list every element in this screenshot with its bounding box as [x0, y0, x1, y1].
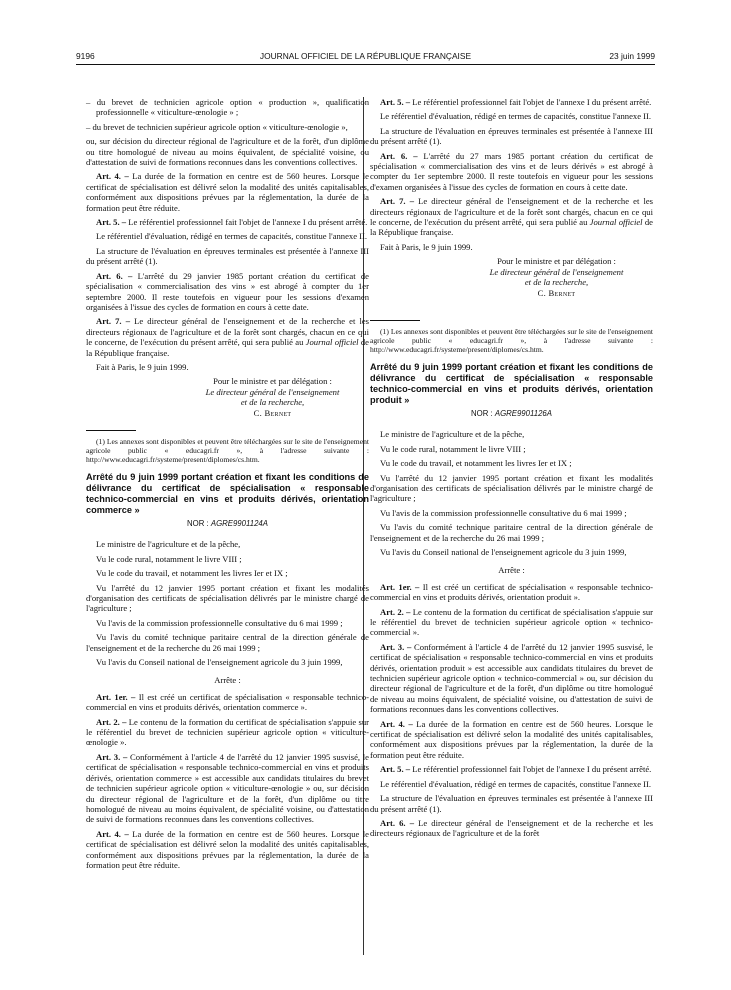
- preamble: Vu l'avis de la commission professionnelle consultative du 6 mai 1999 ;: [96, 617, 343, 628]
- signatory-name: C. Bernet: [537, 287, 576, 298]
- nor-code: AGRE9901124A: [210, 518, 268, 528]
- preamble: Vu le code du travail, et notamment les livres Ier et IX ;: [96, 568, 288, 579]
- preamble: Vu le code du travail, et notamment les livres Ier et IX ;: [380, 458, 572, 469]
- article-text: Le contenu de la formation du certificat de spécialisation s'appuie sur le référentiel du brevet de technicien supérieur agricole option « viticulture-œnologie ».: [86, 716, 369, 748]
- preamble: Vu l'avis du comité technique paritaire central de la direction générale de l'enseignement et de la recherche du 26 mai 1999 ;: [370, 522, 653, 543]
- article-label: Art. 3. –: [380, 641, 412, 652]
- article-3: [86, 752, 369, 825]
- article-6: [370, 151, 653, 193]
- article-label: Art. 6. –: [96, 270, 133, 281]
- article-4: [86, 171, 369, 213]
- article-label: Art. 3. –: [96, 751, 128, 762]
- decree-title: Arrêté du 9 juin 1999 portant création et fixant les conditions de délivrance du certificat de spécialisation « responsable technico-commercial en vins et produits dérivés, orientation produit »: [370, 361, 653, 405]
- article-text: Le référentiel professionnel fait l'objet de l'annexe I du présent arrêté.: [410, 97, 652, 107]
- page-number: 9196: [76, 51, 95, 61]
- article-2: [370, 607, 653, 638]
- preamble: Le ministre de l'agriculture et de la pêche,: [380, 429, 525, 440]
- header-rule: [76, 64, 655, 65]
- article-label: Art. 2. –: [380, 606, 411, 617]
- journal-ref: Journal officiel: [305, 337, 359, 348]
- article-1: [86, 692, 369, 713]
- paragraph: La structure de l'évaluation en épreuves terminales est présentée à l'annexe III du présent arrêté (1).: [370, 793, 653, 814]
- article-text: de la République française.: [370, 217, 653, 238]
- signing-place-date: Fait à Paris, le 9 juin 1999.: [380, 241, 473, 252]
- article-6: [370, 818, 653, 839]
- article-text: Conformément à l'article 4 de l'arrêté du 12 janvier 1995 susvisé, le certificat de spécialisation « responsable technico-commercial en vins et produits dérivés, orientation commerce » est accessible aux candidats titulaires du brevet de technicien supérieur agricole option « viticulture-œnologie » ou, sur décision du directeur régional de l'agriculture et de la forêt, d'un diplôme ou titre homologué de niveau au moins équivalent, de spécialité voisine, ou d'attestation de suivi de formations reconnues dans les conventions collectives.: [86, 751, 369, 825]
- nor-reference: [370, 409, 653, 419]
- preamble: Vu l'avis du comité technique paritaire central de la direction générale de l'enseignement et de la recherche du 26 mai 1999 ;: [86, 632, 369, 653]
- paragraph: Le référentiel d'évaluation, rédigé en termes de capacités, constitue l'annexe II.: [96, 231, 368, 242]
- article-3: [370, 642, 653, 715]
- footnote: (1) Les annexes sont disponibles et peuvent être téléchargées sur le site de l'enseignement agricole public « educagri.fr », à l'adresse suivante : http://www.educagri.fr/systeme/present/diplomes/cs.htm.: [370, 326, 653, 354]
- article-label: Art. 5. –: [96, 217, 127, 228]
- nor-code: AGRE9901126A: [494, 408, 552, 418]
- paragraph: Le référentiel d'évaluation, rédigé en termes de capacités, constitue l'annexe II.: [380, 778, 652, 789]
- article-text: La durée de la formation en centre est de 560 heures. Lorsque le certificat de spécialisation est délivré selon la modalité des unités capitalisables, conformément aux dispositions prévues par la réglementation, la durée de la formation peut être réduite.: [86, 828, 369, 870]
- signing-place-date: Fait à Paris, le 9 juin 1999.: [96, 361, 189, 372]
- article-2: [86, 717, 369, 748]
- issue-date: 23 juin 1999: [609, 51, 655, 61]
- article-label: Art. 7. –: [380, 196, 414, 207]
- paragraph: La structure de l'évaluation en épreuves terminales est présentée à l'annexe III du présent arrêté (1).: [370, 125, 653, 147]
- article-7: [370, 196, 653, 238]
- article-label: Art. 6. –: [380, 150, 418, 161]
- decree-title: Arrêté du 9 juin 1999 portant création et fixant les conditions de délivrance du certificat de spécialisation « responsable technico-commercial en vins et produits dérivés, orientation commerce »: [86, 471, 369, 515]
- article-text: Le directeur général de l'enseignement et de la recherche et les directeurs régionaux de l'agriculture et de la forêt: [370, 817, 654, 839]
- article-5: [86, 217, 369, 227]
- article-text: Le référentiel professionnel fait l'objet de l'annexe I du présent arrêté.: [410, 764, 652, 775]
- article-text: La durée de la formation en centre est de 560 heures. Lorsque le certificat de spécialisation est délivré selon la modalité des unités capitalisables, conformément aux dispositions prévues par la réglementation, la durée de la formation peut être réduite.: [86, 171, 369, 213]
- list-item: – du brevet de technicien supérieur agricole option « viticulture-œnologie »,: [86, 121, 348, 132]
- signature-title: et de la recherche,: [524, 277, 589, 288]
- preamble: Vu le code rural, notamment le livre VIII ;: [96, 553, 242, 564]
- article-text: Le référentiel professionnel fait l'objet de l'annexe I du présent arrêté.: [126, 217, 368, 228]
- article-label: Art. 7. –: [96, 316, 130, 327]
- article-label: Art. 4. –: [96, 828, 129, 839]
- article-text: Le directeur général de l'enseignement et de la recherche et les directeurs régionaux de l'agriculture et de la forêt sont chargés, chacun en ce qui le concerne, de l'exécution du présent arrêté, qui sera publié au: [370, 196, 654, 228]
- article-4: [370, 719, 653, 761]
- list-item: – du brevet de technicien agricole option « production », qualification professionnelle « viticulture-œnologie » ;: [86, 97, 369, 118]
- right-column: [370, 97, 653, 843]
- article-text: L'arrêté du 27 mars 1985 portant création du certificat de spécialisation « commercialisation des vins et de leurs dérivés » est abrogé à compter du 1er septembre 2000. Il reste toutefois en vigueur pour les sessions d'examen organisées à l'issue des cycles de formation en cours à cette date.: [370, 150, 653, 192]
- preamble: Le ministre de l'agriculture et de la pêche,: [96, 539, 241, 550]
- signature-title: Le directeur général de l'enseignement: [489, 266, 624, 277]
- article-text: L'arrêté du 29 janvier 1985 portant création du certificat de spécialisation « commercialisation des vins » est abrogé à compter du 1er septembre 2000. Il reste toutefois en vigueur pour les sessions d'examen organisées à l'issue des cycles de formation en cours à cette date.: [86, 270, 369, 312]
- journal-title: JOURNAL OFFICIEL DE LA RÉPUBLIQUE FRANÇAISE: [259, 51, 472, 61]
- page-header: [76, 51, 655, 63]
- footnote-rule: [86, 430, 136, 431]
- article-text: La durée de la formation en centre est de 560 heures. Lorsque le certificat de spécialisation est délivré selon la modalité des unités capitalisables, conformément aux dispositions prévues par la réglementation, la durée de la formation peut être réduite.: [370, 718, 653, 760]
- paragraph: La structure de l'évaluation en épreuves terminales est présentée à l'annexe III du présent arrêté (1).: [86, 245, 369, 267]
- article-4: [86, 829, 369, 871]
- article-text: Le directeur général de l'enseignement et de la recherche et les directeurs régionaux de l'agriculture et de la forêt sont chargés, chacun en ce qui le concerne, de l'exécution du présent arrêté, qui sera publié au: [86, 316, 370, 348]
- nor-label: NOR :: [187, 518, 211, 528]
- article-label: Art. 1er. –: [96, 691, 136, 702]
- preamble: Vu l'avis de la commission professionnelle consultative du 6 mai 1999 ;: [380, 507, 627, 518]
- article-text: de la République française.: [86, 337, 369, 358]
- article-label: Art. 6. –: [380, 817, 414, 828]
- preamble: Vu le code rural, notamment le livre VIII ;: [380, 443, 526, 454]
- signature-line: Pour le ministre et par délégation :: [213, 376, 332, 387]
- journal-ref: Journal officiel: [589, 217, 643, 228]
- preamble: Vu l'avis du Conseil national de l'enseignement agricole du 3 juin 1999,: [380, 546, 627, 557]
- preamble: Vu l'arrêté du 12 janvier 1995 portant création et fixant les modalités d'organisation des certificats de spécialisation délivrés par le ministre chargé de l'agriculture ;: [370, 472, 653, 504]
- footnote: (1) Les annexes sont disponibles et peuvent être téléchargées sur le site de l'enseignement agricole public « educagri.fr », à l'adresse suivante : http://www.educagri.fr/systeme/present/diplomes/cs.htm.: [86, 436, 369, 464]
- signature-block: [86, 376, 369, 418]
- preamble: Vu l'avis du Conseil national de l'enseignement agricole du 3 juin 1999,: [96, 657, 343, 668]
- article-label: Art. 5. –: [380, 764, 411, 775]
- article-5: [370, 764, 653, 774]
- article-label: Art. 4. –: [380, 718, 413, 729]
- footnote-rule: [370, 320, 420, 321]
- article-text: Conformément à l'article 4 de l'arrêté du 12 janvier 1995 susvisé, le certificat de spécialisation « responsable technico-commercial en vins et produits dérivés, orientation produit » est accessible aux candidats titulaires du brevet de technicien supérieur agricole option « technico-commercial » ou, sur décision du directeur régional de l'agriculture et de la forêt, d'un diplôme ou titre homologué de niveau au moins équivalent, de spécialité voisine, ou d'attestation de suivi de formations reconnues dans les conventions collectives.: [370, 641, 653, 715]
- left-column: [86, 97, 369, 874]
- paragraph: ou, sur décision du directeur régional de l'agriculture et de la forêt, d'un diplôme ou titre homologué de niveau au moins équivalent, de spécialité voisine, ou d'attestation de suivi de formations reconnues dans les conventions collectives.: [86, 136, 369, 168]
- paragraph: Le référentiel d'évaluation, rédigé en termes de capacités, constitue l'annexe II.: [380, 111, 652, 122]
- article-7: [86, 316, 369, 358]
- article-text: Il est créé un certificat de spécialisation « responsable technico-commercial en vins et produits dérivés, orientation produit ».: [370, 581, 653, 603]
- preamble: Vu l'arrêté du 12 janvier 1995 portant création et fixant les modalités d'organisation des certificats de spécialisation délivrés par le ministre chargé de l'agriculture ;: [86, 582, 369, 614]
- nor-reference: [86, 519, 369, 529]
- nor-label: NOR :: [471, 408, 495, 418]
- article-5: [370, 97, 653, 107]
- article-text: Il est créé un certificat de spécialisation « responsable technico-commercial en vins et produits dérivés, orientation commerce ».: [86, 691, 369, 713]
- article-6: [86, 271, 369, 313]
- article-label: Art. 4. –: [96, 171, 129, 182]
- signature-title: et de la recherche,: [240, 397, 305, 408]
- signature-line: Pour le ministre et par délégation :: [497, 256, 616, 267]
- article-text: Le contenu de la formation du certificat de spécialisation s'appuie sur le référentiel du brevet de technicien supérieur agricole option « technico-commercial ».: [370, 606, 653, 638]
- arrete-heading: Arrête :: [214, 675, 241, 686]
- article-label: Art. 5. –: [380, 97, 411, 107]
- article-label: Art. 1er. –: [380, 581, 420, 592]
- article-label: Art. 2. –: [96, 716, 127, 727]
- article-1: [370, 582, 653, 603]
- signature-title: Le directeur général de l'enseignement: [205, 386, 340, 397]
- signatory-name: C. Bernet: [253, 407, 292, 418]
- arrete-heading: Arrête :: [498, 565, 525, 576]
- signature-block: [370, 256, 653, 298]
